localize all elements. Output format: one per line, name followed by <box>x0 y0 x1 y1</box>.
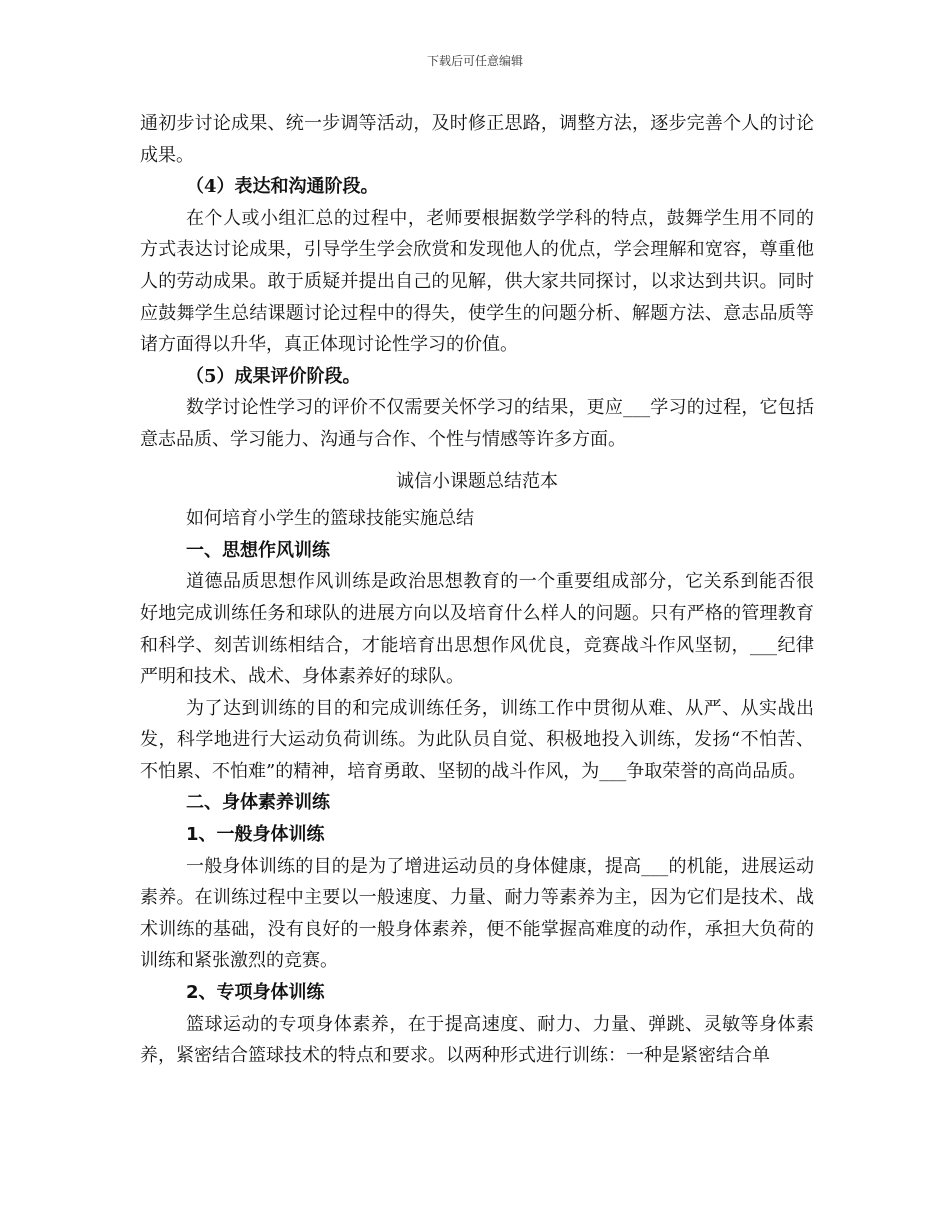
paragraph-stage-5: 数学讨论性学习的评价不仅需要关怀学习的结果，更应___学习的过程，它包括意志品质、学习能力、沟通与合作、个性与情感等许多方面。 <box>140 397 814 450</box>
page-header-note: 下载后可任意编辑 <box>426 54 523 68</box>
section-2-paragraph-1: 一般身体训练的目的是为了增进运动员的身体健康，提高___的机能，进展运动素养。在训练过程中主要以一般速度、力量、耐力等素养为主，因为它们是技术、战术训练的基础，没有良好的一般身体素养，便不能掌握高难度的动作，承担大负荷的训练和紧张激烈的竞赛。 <box>140 855 814 972</box>
section-2-paragraph-2: 篮球运动的专项身体素养，在于提高速度、耐力、力量、弹跳、灵敏等身体素养，紧密结合篮球技术的特点和要求。以两种形式进行训练：一种是紧密结合单 <box>140 1013 814 1067</box>
subsection-heading-1: 1、一般身体训练 <box>186 824 325 846</box>
document-subtitle: 如何培育小学生的篮球技能实施总结 <box>186 508 474 530</box>
section-heading-2: 二、身体素养训练 <box>186 792 330 814</box>
heading-stage-4: （4）表达和沟通阶段。 <box>186 176 379 198</box>
section-heading-1: 一、思想作风训练 <box>186 539 330 561</box>
paragraph-stage-4: 在个人或小组汇总的过程中，老师要根据数学学科的特点，鼓舞学生用不同的方式表达讨论成果，引导学生学会欣赏和发现他人的优点，学会理解和宽容，尊重他人的劳动成果。敢于质疑并提出自己的见解，供大家共同探讨，以求达到共识。同时应鼓舞学生总结课题讨论过程中的得失，使学生的问题分析、解题方法、意志品质等诸方面得以升华，真正体现讨论性学习的价值。 <box>140 207 814 356</box>
section-1-paragraph-2: 为了达到训练的目的和完成训练任务，训练工作中贯彻从难、从严、从实战出发，科学地进行大运动负荷训练。为此队员自觉、积极地投入训练，发扬“不怕苦、不怕累、不怕难”的精神，培育勇敢、坚韧的战斗作风，为___争取荣誉的高尚品质。 <box>140 697 814 782</box>
document-body <box>140 108 814 1072</box>
subsection-heading-2: 2、专项身体训练 <box>186 982 325 1004</box>
paragraph-continuation: 通初步讨论成果、统一步调等活动，及时修正思路，调整方法，逐步完善个人的讨论成果。 <box>140 113 814 166</box>
heading-stage-5: （5）成果评价阶段。 <box>186 365 361 387</box>
document-title: 诚信小课题总结范本 <box>396 470 558 492</box>
section-1-paragraph-1: 道德品质思想作风训练是政治思想教育的一个重要组成部分，它关系到能否很好地完成训练任务和球队的进展方向以及培育什么样人的问题。只有严格的管理教育和科学、刻苦训练相结合，才能培育出思想作风优良，竞赛战斗作风坚韧，___纪律严明和技术、战术、身体素养好的球队。 <box>140 571 814 688</box>
